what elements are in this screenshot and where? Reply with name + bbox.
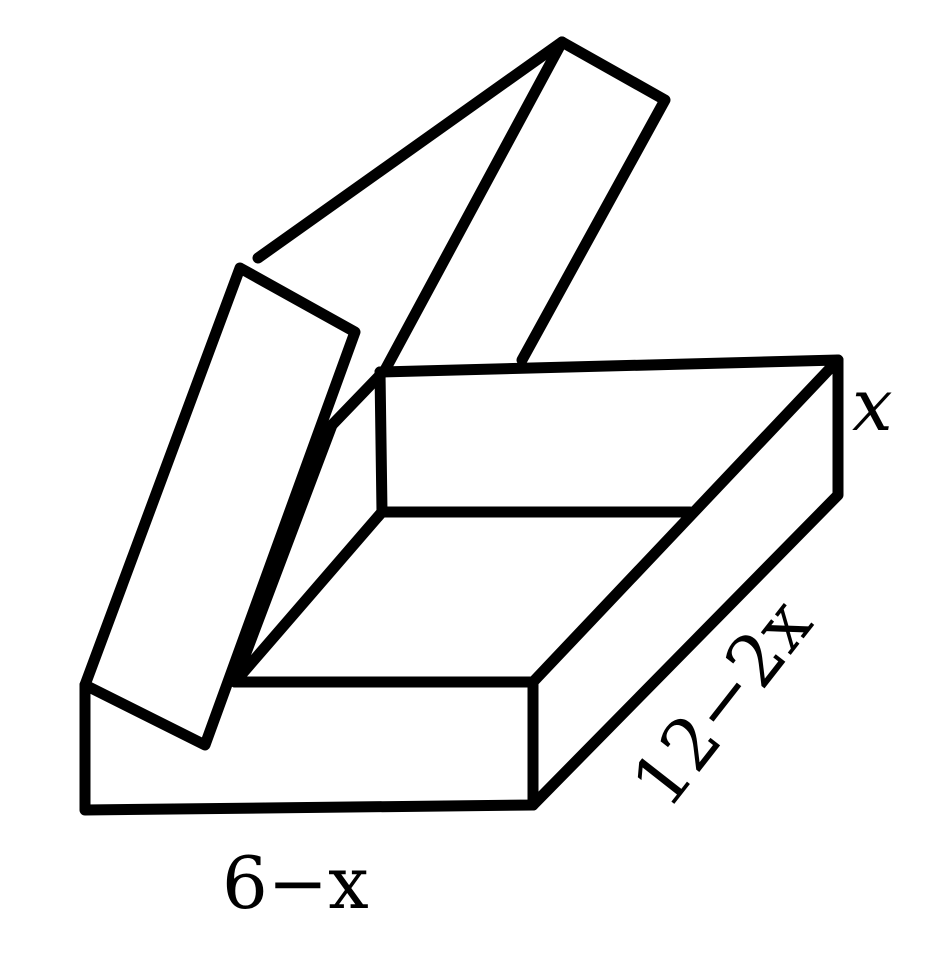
box-front-face: [85, 682, 533, 810]
box-inner-back-wall: [380, 372, 690, 512]
height-label: x: [852, 363, 893, 447]
box-left-inner-edge: [235, 425, 332, 682]
lid-front-flap-outline: [85, 268, 355, 745]
lid-back-flap: [258, 42, 665, 370]
lid-back-flap-hinge-edge: [385, 42, 562, 370]
depth-label: 12−2x: [615, 582, 829, 823]
width-label: 6−x: [222, 841, 369, 925]
